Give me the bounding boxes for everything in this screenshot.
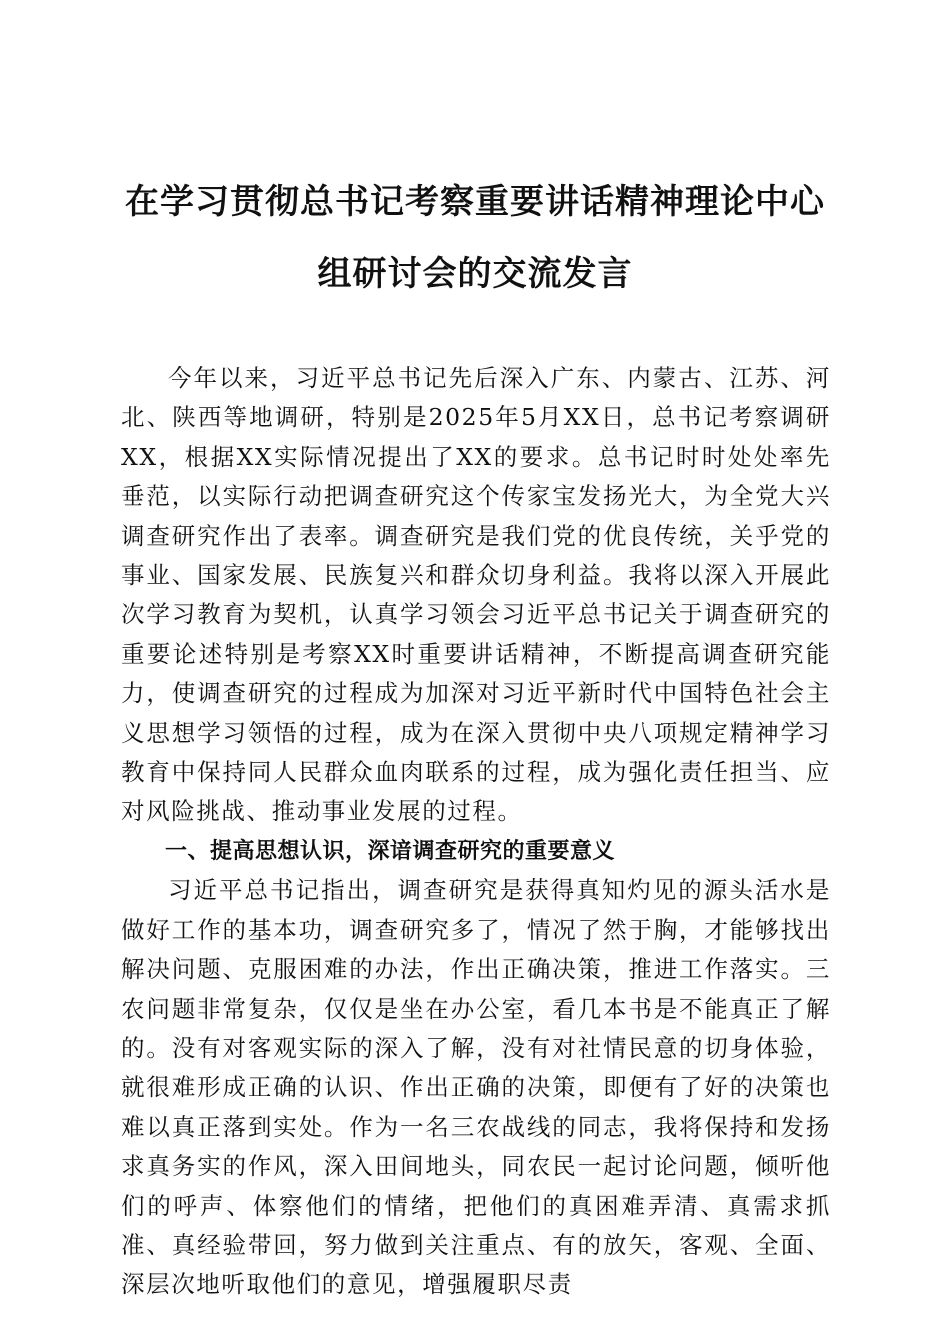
document-title — [100, 166, 850, 310]
section-1-paragraph: 习近平总书记指出，调查研究是获得真知灼见的源头活水是做好工作的基本功，调查研究多了，情况了然于胸，才能够找出解决问题、克服困难的办法，作出正确决策，推进工作落实。三农问题非常复杂，仅仅是坐在办公室，看几本书是不能真正了解的。没有对客观实际的深入了解，没有对社情民意的切身体验，就很难形成正确的认识、作出正确的决策，即便有了好的决策也难以真正落到实处。作为一名三农战线的同志，我将保持和发扬求真务实的作风，深入田间地头，同农民一起讨论问题，倾听他们的呼声、体察他们的情绪，把他们的真困难弄清、真需求抓准、真经验带回，努力做到关注重点、有的放矢，客观、全面、深层次地听取他们的意见，增强履职尽责 — [121, 876, 831, 1299]
intro-paragraph: 今年以来，习近平总书记先后深入广东、内蒙古、江苏、河北、陕西等地调研，特别是2025年5月XX日，总书记考察调研XX，根据XX实际情况提出了XX的要求。总书记时时处处率先垂范，以实际行动把调查研究这个传家宝发扬光大，为全党大兴调查研究作出了表率。调查研究是我们党的优良传统，关乎党的事业、国家发展、民族复兴和群众切身利益。我将以深入开展此次学习教育为契机，认真学习领会习近平总书记关于调查研究的重要论述特别是考察XX时重要讲话精神，不断提高调查研究能力，使调查研究的过程成为加深对习近平新时代中国特色社会主义思想学习领悟的过程，成为在深入贯彻中央八项规定精神学习教育中保持同人民群众血肉联系的过程，成为强化责任担当、应对风险挑战、推动事业发展的过程。 — [121, 364, 831, 826]
title-line-1: 在学习贯彻总书记考察重要讲话精神理论中心 — [125, 182, 825, 222]
document-body — [121, 359, 831, 1305]
section-heading-1: 一、提高思想认识，深谙调查研究的重要意义 — [165, 838, 616, 864]
title-line-2: 组研讨会的交流发言 — [317, 254, 633, 294]
